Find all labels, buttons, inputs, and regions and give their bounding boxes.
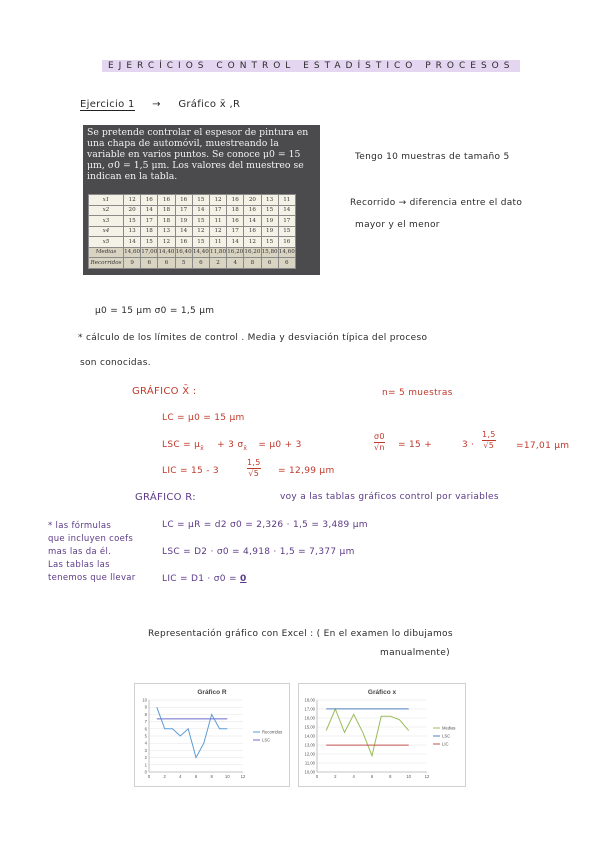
table-cell: 8 [244, 258, 261, 269]
table-cell: 12 [244, 237, 261, 248]
samples-table [88, 194, 296, 269]
table-cell: 17 [141, 216, 158, 227]
xbar-frac1-den: √n [374, 443, 385, 452]
y-tick-label: 10 [142, 697, 147, 703]
x-chart [298, 683, 466, 787]
table-cell: 15 [192, 237, 209, 248]
xbar-frac2 [482, 430, 496, 451]
table-cell: 16 [244, 226, 261, 237]
legend-label: Recorridos [262, 729, 283, 735]
r-chart-svg [135, 684, 289, 786]
table-cell: 11 [209, 237, 226, 248]
table-cell: 17 [278, 216, 295, 227]
table-cell: 16 [227, 195, 244, 206]
y-tick-label: 1 [144, 762, 147, 768]
table-row [89, 237, 296, 248]
table-cell: 6 [261, 258, 278, 269]
legend-label: LSC [442, 733, 451, 739]
xbar-frac1-num: σ0 [374, 432, 385, 441]
table-cell: 16,20 [227, 247, 244, 258]
y-tick-label: 14,00 [304, 733, 315, 739]
table-cell: 16,20 [244, 247, 261, 258]
exercise-heading [80, 99, 240, 110]
samples-note: Tengo 10 muestras de tamaño 5 [355, 152, 510, 162]
r-lsc: LSC = D2 · σ0 = 4,918 · 1,5 = 7,377 μm [162, 547, 355, 557]
table-cell: 15 [124, 216, 141, 227]
table-cell: 11,80 [209, 247, 226, 258]
n-label: n= 5 muestras [382, 388, 453, 398]
legend-label: LSC [262, 737, 271, 743]
y-tick-label: 6 [144, 726, 147, 732]
y-tick-label: 8 [144, 711, 147, 717]
y-tick-label: 10,00 [304, 769, 315, 775]
xbar-lsc-d: = 15 + [398, 440, 433, 450]
table-cell: 13 [261, 195, 278, 206]
table-cell: 6 [278, 258, 295, 269]
row-label: x2 [89, 205, 124, 216]
table-cell: 14,60 [278, 247, 295, 258]
table-cell: 14 [278, 205, 295, 216]
chart-title: Gráfico x [367, 689, 397, 696]
y-tick-label: 17,00 [304, 706, 315, 712]
xbar-lsc-c: = μ0 + 3 [258, 440, 302, 450]
y-tick-label: 2 [144, 755, 147, 761]
table-cell: 16 [227, 216, 244, 227]
table-row [89, 195, 296, 206]
legend-label: Medias [442, 725, 456, 731]
xbar-frac2-den: √5 [483, 441, 495, 450]
table-cell: 14 [227, 237, 244, 248]
table-cell: 18 [227, 205, 244, 216]
table-cell: 19 [261, 226, 278, 237]
table-cell: 17 [175, 205, 192, 216]
table-cell: 17 [209, 205, 226, 216]
r-lic [162, 574, 247, 584]
xbar-lsc-sub: x̄ [200, 444, 204, 452]
r-lic-text: LIC = D1 · σ0 = [162, 574, 237, 584]
table-cell: 15 [141, 237, 158, 248]
r-chart [134, 683, 290, 787]
table-cell: 16 [278, 237, 295, 248]
row-label: x3 [89, 216, 124, 227]
x-tick-label: 10 [224, 774, 230, 779]
table-cell: 13 [158, 226, 175, 237]
y-tick-label: 9 [144, 704, 147, 710]
table-cell: 14 [192, 205, 209, 216]
r-tables-note: voy a las tablas gráficos control por variables [280, 492, 499, 502]
x-tick-label: 4 [179, 774, 182, 779]
table-cell: 6 [141, 258, 158, 269]
x-tick-label: 2 [163, 774, 166, 779]
table-cell: 16 [244, 205, 261, 216]
page-title-text: EJERCÍCIOS CONTROL ESTADÍSTICO PROCESOS [102, 60, 520, 72]
xbar-frac2-num: 1,5 [482, 430, 496, 439]
table-cell: 18 [141, 226, 158, 237]
table-cell: 14 [124, 237, 141, 248]
table-cell: 16,40 [175, 247, 192, 258]
xbar-lc: LC = μ0 = 15 μm [162, 413, 245, 423]
table-row [89, 216, 296, 227]
table-cell: 16 [158, 195, 175, 206]
table-cell: 15 [278, 226, 295, 237]
calc-line2: son conocidas. [80, 358, 151, 368]
calc-line1: * cálculo de los límites de control . Media y desviación típica del proceso [78, 333, 428, 343]
excel-note-line1: Representación gráfico con Excel : ( En el examen lo dibujamos [148, 629, 453, 639]
y-tick-label: 15,00 [304, 724, 315, 730]
row-label: Medias [89, 247, 124, 258]
table-cell: 14,40 [192, 247, 209, 258]
x-tick-label: 2 [334, 774, 337, 779]
x-tick-label: 0 [147, 774, 151, 779]
y-tick-label: 3 [144, 747, 147, 753]
table-row [89, 226, 296, 237]
table-cell: 11 [278, 195, 295, 206]
xbar-lsc-a: LSC = μ [162, 440, 201, 450]
row-label: x5 [89, 237, 124, 248]
y-tick-label: 16,00 [304, 715, 315, 721]
r-side-note-1: * las fórmulas [48, 521, 112, 531]
y-tick-label: 18,00 [304, 697, 315, 703]
table-row [89, 247, 296, 258]
xbar-lic-frac [247, 458, 261, 479]
table-cell: 17 [227, 226, 244, 237]
table-cell: 20 [244, 195, 261, 206]
r-side-note-3: mas las da él. [48, 547, 112, 557]
table-cell: 12 [192, 226, 209, 237]
xbar-heading: GRÁFICO X̄ : [132, 386, 197, 397]
x-tick-label: 8 [389, 774, 392, 779]
x-tick-label: 12 [424, 774, 430, 779]
table-cell: 16 [175, 237, 192, 248]
table-cell: 18 [158, 216, 175, 227]
x-tick-label: 8 [210, 774, 213, 779]
x-tick-label: 12 [240, 774, 246, 779]
range-note-line2: mayor y el menor [355, 220, 440, 230]
table-cell: 19 [261, 216, 278, 227]
table-cell: 2 [209, 258, 226, 269]
legend-label: LIC [442, 741, 449, 747]
arrow-icon: → [152, 99, 161, 110]
table-cell: 15 [192, 216, 209, 227]
row-label: x4 [89, 226, 124, 237]
table-cell: 4 [227, 258, 244, 269]
xbar-lsc-e: 3 · [462, 440, 475, 450]
table-cell: 14 [175, 226, 192, 237]
table-cell: 14,40 [158, 247, 175, 258]
xbar-lic-num: 1,5 [247, 458, 261, 467]
xbar-lic-a: LIC = 15 - 3 [162, 466, 219, 476]
xbar-lsc-result: =17,01 μm [516, 441, 570, 451]
r-side-note-2: que incluyen coefs [48, 534, 134, 544]
table-cell: 9 [124, 258, 141, 269]
chart-title: Gráfico R [197, 689, 227, 696]
excel-note-line2: manualmente) [380, 648, 450, 658]
xbar-lic-den: √5 [248, 469, 260, 478]
xbar-lsc-sub2: x̄ [243, 444, 248, 452]
r-heading: GRÁFICO R: [135, 492, 196, 503]
r-lc: LC = μR = d2 σ0 = 2,326 · 1,5 = 3,489 μm [162, 520, 368, 530]
range-note-line1: Recorrido → diferencia entre el dato [350, 198, 523, 208]
series-line-medias [326, 709, 409, 756]
row-label: Recorridos [89, 258, 124, 269]
table-cell: 14,60 [124, 247, 141, 258]
y-tick-label: 13,00 [304, 742, 315, 748]
table-cell: 16 [141, 195, 158, 206]
table-cell: 13 [124, 226, 141, 237]
r-side-note-4: Las tablas las [48, 560, 110, 570]
table-cell: 16 [175, 195, 192, 206]
table-cell: 19 [175, 216, 192, 227]
table-cell: 6 [192, 258, 209, 269]
statement-photo [83, 125, 320, 275]
y-tick-label: 0 [144, 769, 147, 775]
table-cell: 5 [175, 258, 192, 269]
table-cell: 6 [158, 258, 175, 269]
x-tick-label: 6 [194, 774, 198, 779]
table-cell: 14 [141, 205, 158, 216]
x-tick-label: 0 [315, 774, 319, 779]
table-row [89, 258, 296, 269]
xbar-lic-result: = 12,99 μm [278, 466, 335, 476]
statement-text: Se pretende controlar el espesor de pintura en una chapa de automóvil, muestreando la variable en varios puntos. Se conoce μ0 = 15 μm, σ0 = 1,5 μm. Los valores del muestreo se indican en la tabla. [87, 127, 309, 182]
r-side-note [48, 520, 136, 585]
table-row [89, 205, 296, 216]
y-tick-label: 11,00 [304, 760, 315, 766]
y-tick-label: 5 [144, 733, 147, 739]
y-tick-label: 12,00 [304, 751, 315, 757]
table-cell: 12 [124, 195, 141, 206]
page-title [102, 61, 520, 71]
table-cell: 12 [158, 237, 175, 248]
table-cell: 11 [209, 216, 226, 227]
r-lic-zero: 0 [239, 574, 247, 584]
table-cell: 15 [261, 237, 278, 248]
r-side-note-5: tenemos que llevar [48, 573, 136, 583]
table-cell: 20 [124, 205, 141, 216]
row-label: x1 [89, 195, 124, 206]
xbar-lsc [162, 440, 302, 452]
table-cell: 12 [209, 226, 226, 237]
exercise-label: Ejercicio 1 [80, 99, 135, 110]
table-cell: 15 [192, 195, 209, 206]
x-tick-label: 6 [370, 774, 374, 779]
y-tick-label: 7 [144, 719, 147, 725]
x-chart-svg [299, 684, 465, 786]
table-cell: 18 [158, 205, 175, 216]
table-cell: 14 [244, 216, 261, 227]
table-cell: 17,00 [141, 247, 158, 258]
series-line-recorridos [157, 707, 228, 757]
xbar-frac1 [374, 432, 385, 453]
x-tick-label: 10 [406, 774, 412, 779]
params-line: μ0 = 15 μm σ0 = 1,5 μm [95, 306, 215, 316]
exercise-topic: Gráfico x̄ ,R [178, 99, 241, 110]
table-cell: 15 [261, 205, 278, 216]
table-cell: 15,80 [261, 247, 278, 258]
xbar-lsc-b: + 3 σ [217, 440, 244, 450]
x-tick-label: 4 [352, 774, 355, 779]
table-cell: 12 [209, 195, 226, 206]
y-tick-label: 4 [144, 740, 147, 746]
